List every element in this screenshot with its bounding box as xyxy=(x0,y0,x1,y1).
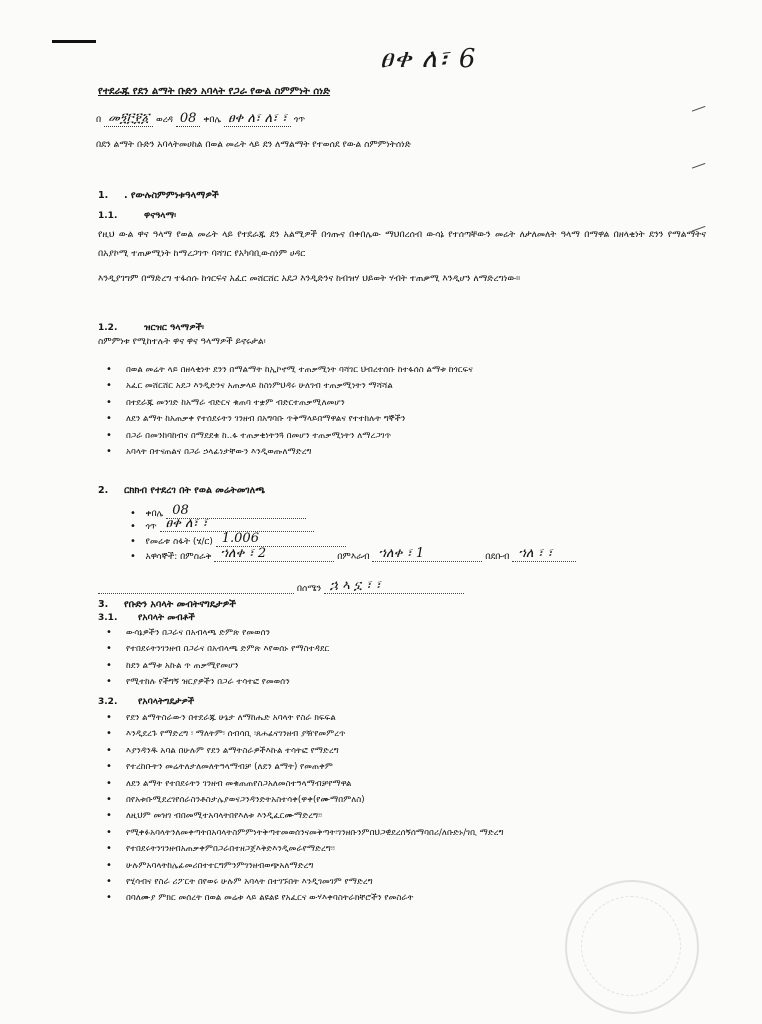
subsection-1-1 xyxy=(98,211,176,221)
rights-list xyxy=(106,625,329,691)
duty-item: • በባለሙያ ምክር መሰረት በወል መሬቱ ላይ ልዩልዩ የአፈርና ውሃእቀባስትራክቸሮችን የመስራት xyxy=(106,890,504,906)
subsection-title: ዝርዝር ዓላማዎች፡ xyxy=(144,323,205,333)
subsection-number: 3.1. xyxy=(98,613,118,623)
borders-label: አዋሳኞች: በምስራቅ xyxy=(145,552,212,562)
objectives-list xyxy=(106,362,473,460)
subsection-3-2 xyxy=(98,697,194,707)
ref-woreda-value: 08 xyxy=(179,111,197,126)
south-field xyxy=(98,578,464,594)
intro-line: በደን ልማት ቡድን አባላትመሀከል በወል መሬት ላይ ደን ለማልማት የተወሰደ የውል ስምምነትሰነድ xyxy=(96,140,411,150)
duties-list xyxy=(106,710,504,907)
paragraph: እንዲያገግም በማድረግ ተፋሰሱ ከጎርፍና አፈር መሸርሸር አደጋ እንዲድንና ከብዝሃ ህይወት ሃብት ተጠቃሚ እንዲሆን ለማድረግነው። xyxy=(98,274,521,284)
subsection-number: 1.1. xyxy=(98,211,118,221)
section-2-heading xyxy=(98,485,265,496)
duty-item: • በየአቱቡሚደረገየሰራስንቶስታሌያወናጋንዳንድትአስተሳቀ(ዋቀ(የሙማበምለስ) xyxy=(106,792,504,808)
objective-item: • አፈር መሸርሸር አደጋ እንዲድንና አጠቃላይ ከስነምህዳሩ ሁለገብ ተጠቃሚነትን ማሻሻል xyxy=(106,378,473,394)
duty-item: • የተበደሩትንገንዘብአጠቃቀምበጋራበተዘጋጀእቅድእንዲመራየማድረግ፡፡ xyxy=(106,841,504,857)
area-label: የመሬቱ ስፋት (ሄ/ር) xyxy=(145,537,213,547)
duty-item: • ለዚህም መዝገ ብበመሚተአባላትበየእለቱ እንዲፈርሙማድረግ፡፡ xyxy=(106,808,504,824)
top-left-mark xyxy=(52,40,96,43)
ref-suffix: ጎጥ xyxy=(293,115,306,125)
got-label: ጎጥ xyxy=(145,522,157,532)
paragraph: የዚህ ውል ዋና ዓላማ የወል መሬት ላይ የተደራጁ ደን አልሚዎች በጎጡና በቀበሌው ማህበረሰብ ውሳኔ የተሰጣቸውን መሬት ለታለመለት ዓላማ በማዋል በዘላቂነት ደንን የማልማትና በአያኮሚ ተጠቃሚነት ከማረጋገጥ ባሻገር የአካባቢውስነም ሀዳር xyxy=(98,230,706,259)
subsection-3-1 xyxy=(98,613,195,623)
west-label: በምእራብ xyxy=(337,552,370,562)
area-value: 1.006 xyxy=(221,531,259,546)
objective-item: • ለደን ልማት ከአጠቃቀ የተሰደሩትን ገንዘብ በአግባቡ ጥቅማላይበማዋልና የተተከሉት ግኞችን xyxy=(106,411,473,427)
margin-scratch xyxy=(692,163,708,176)
ref-kebele-value: ፀቀ ለ፣ ለ፣ ፣ xyxy=(228,111,287,126)
ref-woreda-label: ወረዳ xyxy=(155,115,174,125)
kebele-label: ቀበሌ xyxy=(145,509,164,519)
right-item: • ከደን ልማቱ አኩል ጥ ጠቃሚየመሆን xyxy=(106,658,329,674)
margin-scratch xyxy=(692,106,708,119)
duty-item: • እያንዳንዱ አባል በሁሉም የደን ልማትስራዎችእኩል ተሳትፎ የማድረግ xyxy=(106,743,504,759)
handwritten-title: ፀቀ ለ፣ 6 xyxy=(380,44,477,74)
east-value: ኀለቀ ፣ 2 xyxy=(220,546,267,561)
section-title: . የውሉስምምነቱዓላማዎች xyxy=(124,190,219,201)
reference-line xyxy=(96,111,426,127)
ref-woreda-field xyxy=(176,111,201,127)
duty-item: • የሚቀፉአባላትንለመቀጣትበአባላትስምምነትቅጣተመወሰንናመቅጣት፡ገንዘቡንምበህጋዊደረሰኝሰማባበሪ/ለቡድኑ/ገቢ ማድረግ xyxy=(106,825,504,841)
south-label: በሰሜን xyxy=(296,584,322,594)
area-field: • የመሬቱ ስፋት (ሄ/ር) 1.006 xyxy=(130,531,346,547)
duty-item: • ሁሉምአባላትከሌፊመሪበተተርግምንምገንዘብወጭአለማድረግ xyxy=(106,858,504,874)
subsection-title: ዋናዓላማ፡ xyxy=(144,211,177,221)
subsection-title: የአባላትግዴታዎች xyxy=(138,697,195,707)
section-title: የቡድን አባላት መብትናግዴታዎች xyxy=(124,599,236,610)
objective-item: • በተደራጁ መንገድ ከአማራ ብድርና ቁጠባ ተቋም ብድርተጠቃሚለመሆን xyxy=(106,395,473,411)
north-value: ኀለ ፣ ፣ xyxy=(518,546,553,561)
objective-item: • በወል መሬት ላይ በዘላቂነት ደንን በማልማት ከኢኮኖሚ ተጠቃሚነት ባሻገር ህብረተሰቡ ከተፋሰስ ልማቱ ከጎርፍና xyxy=(106,362,473,378)
kebele-field: • ቀበሌ 08 xyxy=(130,503,306,519)
right-item: • የተበደሩትንገንዘብ በጋራና በአብላጫ ድምጽ እየወሰኑ የማስተዳደር xyxy=(106,641,329,657)
south-value: ኋ ኣ ኗ ፣ ፣ xyxy=(330,578,381,593)
got-value: ፀቀ ለ፣ ፣ xyxy=(165,516,208,531)
west-value: ኀለቀ ፣ 1 xyxy=(378,546,425,561)
objective-item: • በጋራ በመንከባከብና በማደደቁ ከ..ፋ ተጠቃቂነትንጓ በመሆን ተጠቃሚነትን ለማረጋገጥ xyxy=(106,428,473,444)
subsection-1-2 xyxy=(98,323,204,333)
duty-item: • እንዲደረጉ የማድረግ ፡ ማለትም፡ ሰብሳቢ ፡ጸሐፊናገንዘብ ያዥየመምረጥ xyxy=(106,726,504,742)
right-item: • ውሳኔዎችን በጋራና በአብላጫ ድምጽ የመወሰን xyxy=(106,625,329,641)
got-field: • ጎጥ ፀቀ ለ፣ ፣ xyxy=(130,516,314,532)
section-number: 1. xyxy=(98,190,109,201)
section-3-heading xyxy=(98,599,236,610)
ref-kebele-label: ቀበሌ xyxy=(203,115,222,125)
duty-item: • የሂሳብና የስራ ሪፖርት በየወሩ ሁሉም አባላት በተገኙበት እንዲገመገም የማድረግ xyxy=(106,874,504,890)
subsection-title: የአባላት መብቶች xyxy=(138,613,195,623)
ref-kebele-field xyxy=(224,111,291,127)
document-title: የተደራጁ የደን ልማት ቡድን አባላት የጋራ የውል ስምምነት ሰነድ xyxy=(98,86,331,97)
section-1-heading xyxy=(98,190,219,201)
duty-item: • የተረከቡትን መሬትለታለመለትዓላማብቻ (ለደን ልማት) የመጠቀም xyxy=(106,759,504,775)
ref-prefix: በ xyxy=(96,115,102,125)
duty-item: • የደን ልማትስራውን በተደራጁ ሁኔታ ለማከሔድ አባላት የስራ ክፍፍል xyxy=(106,710,504,726)
kebele-value: 08 xyxy=(172,503,189,518)
borders-field: • አዋሳኞች: በምስራቅ ኀለቀ ፣ 2 በምእራብ ኀለቀ ፣ 1 በደቡብ ኀለ ፣ ፣ xyxy=(130,546,576,562)
section-number: 2. xyxy=(98,485,109,496)
section-title: ርክክብ የተደረገ በት የወል መሬትመገለጫ xyxy=(124,485,265,496)
ref-value: መ፺፫፻፩ xyxy=(108,111,150,126)
objective-item: • አባላት በተናጠልና በጋራ ኃላፊነታቸውን እንዲወጡለማድረግ xyxy=(106,444,473,460)
right-item: • የሚተከሉ የችግኝ ዝርያዎችን በጋራ ተሳተፎ የመወሰን xyxy=(106,674,329,690)
duty-item: • ለደን ልማት የተበደሩትን ገንዘብ መቁጠጠየስጋአለመስተዓላማብቻየማዋል xyxy=(106,776,504,792)
section-number: 3. xyxy=(98,599,109,610)
subsection-lead: ስምምነቱ የሚከተሉት ዋና ዋና ዓላማዎች ይኖሩታል፡ xyxy=(98,337,266,347)
north-label: በደቡብ xyxy=(485,552,510,562)
subsection-number: 3.2. xyxy=(98,697,118,707)
official-stamp xyxy=(565,880,699,1014)
subsection-number: 1.2. xyxy=(98,323,118,333)
ref-value-field xyxy=(104,111,153,127)
